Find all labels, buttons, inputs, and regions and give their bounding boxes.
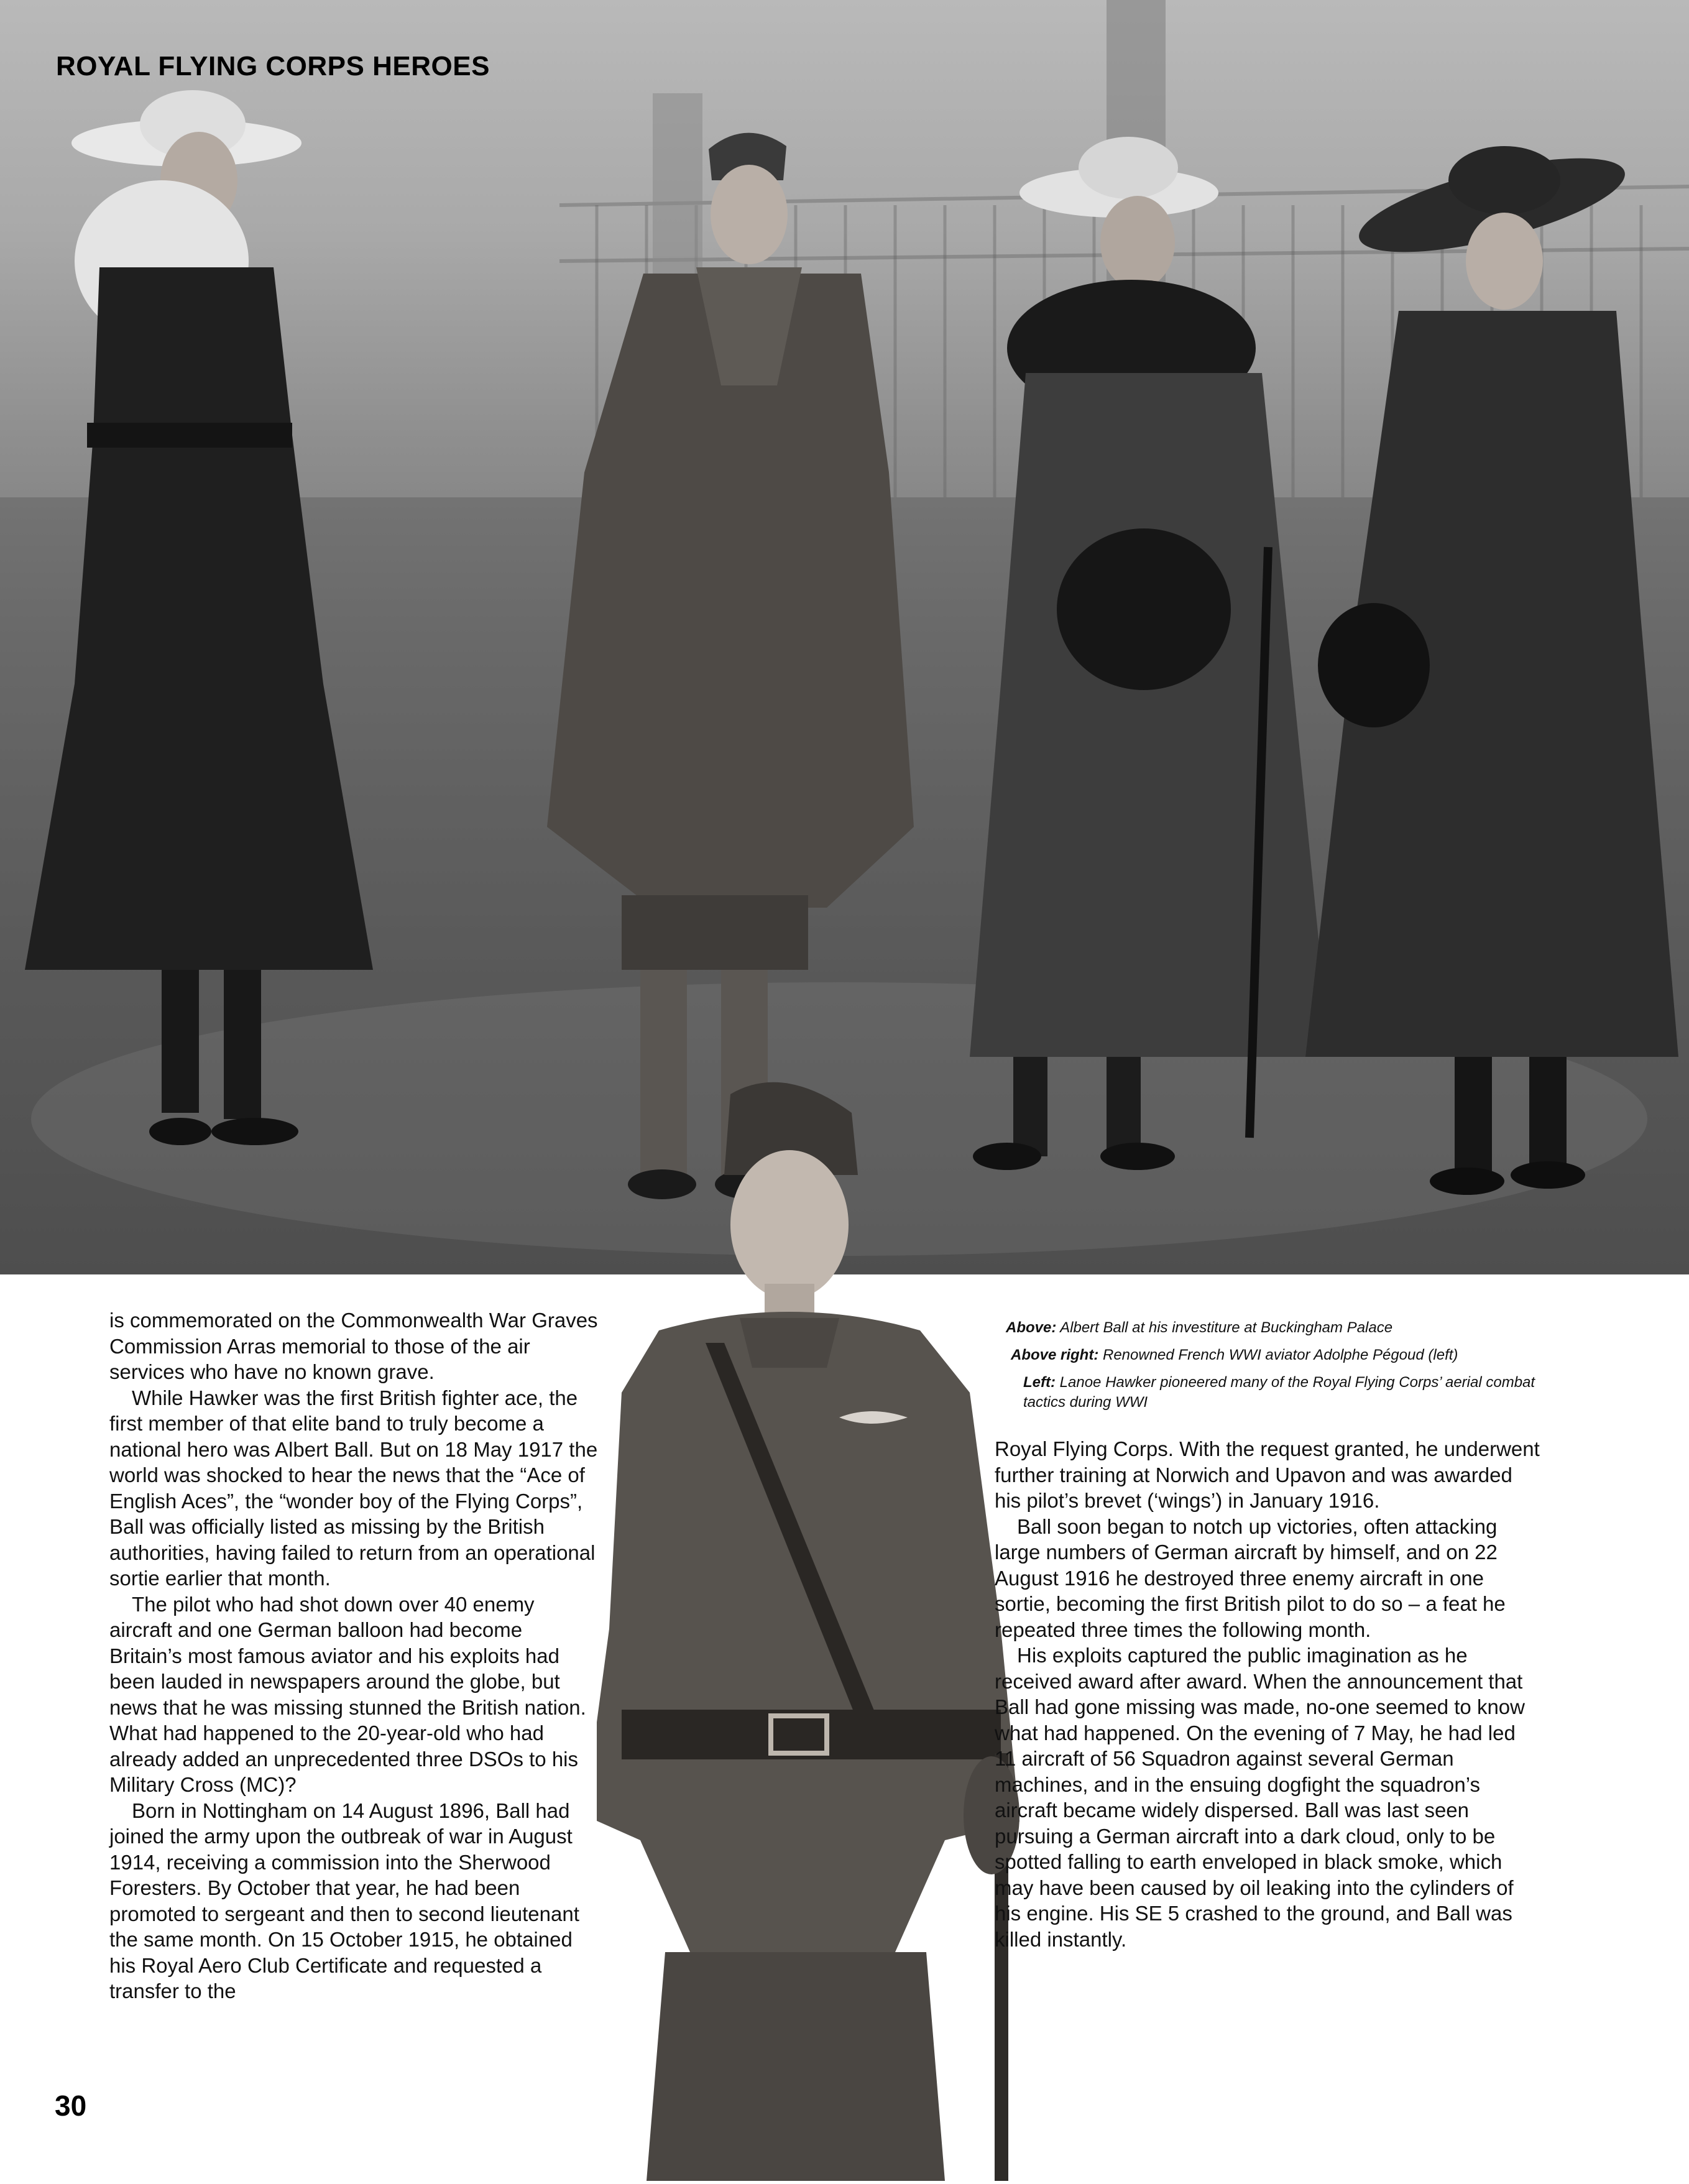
article-right-column <box>995 1436 1542 1952</box>
paragraph: is commemorated on the Commonwealth War Graves Commission Arras memorial to those of the air services who have no known grave. <box>109 1309 598 1383</box>
caption-text: Lanoe Hawker pioneered many of the Royal Flying Corps’ aerial combat tactics during WWI <box>1023 1374 1535 1411</box>
caption-label: Above right: <box>1011 1347 1099 1363</box>
paragraph: While Hawker was the first British fighter ace, the first member of that elite band to truly become a national hero was Albert Ball. But on 18 May 1917 the world was shocked to hear the news that the “Ace of English Aces”, the “wonder boy of the Flying Corps”, Ball was officially listed as missing by the British authorities, having failed to return from an operational sortie earlier that month. <box>109 1386 598 1590</box>
section-title: ROYAL FLYING CORPS HEROES <box>56 51 490 81</box>
page-number: 30 <box>55 2090 87 2122</box>
paragraph: Royal Flying Corps. With the request granted, he underwent further training at Norwich and Upavon and was awarded his pilot’s brevet (‘wings’) in January 1916. <box>995 1437 1540 1512</box>
paragraph: The pilot who had shot down over 40 enemy aircraft and one German balloon had become Britain’s most famous aviator and his exploits had been lauded in newspapers around the globe, but news that he was missing stunned the British nation. What had happened to the 20-year-old who had already added an unprecedented three DSOs to his Military Cross (MC)? <box>109 1592 586 1796</box>
caption-label: Left: <box>1023 1374 1056 1391</box>
caption-label: Above: <box>1006 1319 1057 1336</box>
caption-above-right <box>1006 1345 1565 1365</box>
paragraph: Born in Nottingham on 14 August 1896, Ball had joined the army upon the outbreak of war in August 1914, receiving a commission into the Sherwood Foresters. By October that year, he had been promoted to sergeant and then to second lieutenant the same month. On 15 October 1915, he obtained his Royal Aero Club Certificate and requested a transfer to the <box>109 1799 579 2002</box>
article-left-column <box>109 1307 601 2004</box>
paragraph: His exploits captured the public imagination as he received award after award. When the announcement that Ball had gone missing was made, no-one seemed to know what had happened. On the evening of 7 May, he had led 11 aircraft of 56 Squadron against several German machines, and in the ensuing dogfight the squadron’s aircraft became widely dispersed. Ball was last seen pursuing a German aircraft into a dark cloud, only to be spotted falling to earth enveloped in black smoke, which may have been caused by oil leaking into the cylinders of his engine. His SE 5 crashed to the ground, and Ball was killed instantly. <box>995 1644 1525 1951</box>
caption-text: Renowned French WWI aviator Adolphe Pégoud (left) <box>1103 1347 1458 1363</box>
paragraph: Ball soon began to notch up victories, often attacking large numbers of German aircraft by himself, and on 22 August 1916 he destroyed three enemy aircraft in one sortie, becoming the first British pilot to do so – a feat he repeated three times the following month. <box>995 1514 1506 1641</box>
caption-text: Albert Ball at his investiture at Buckingham Palace <box>1060 1319 1393 1336</box>
caption-left <box>1006 1373 1565 1412</box>
hawker-portrait-photo <box>597 1069 1044 2181</box>
hawker-portrait-illustration <box>597 1069 1044 2181</box>
caption-above <box>1006 1318 1565 1338</box>
photo-captions <box>1006 1318 1565 1420</box>
